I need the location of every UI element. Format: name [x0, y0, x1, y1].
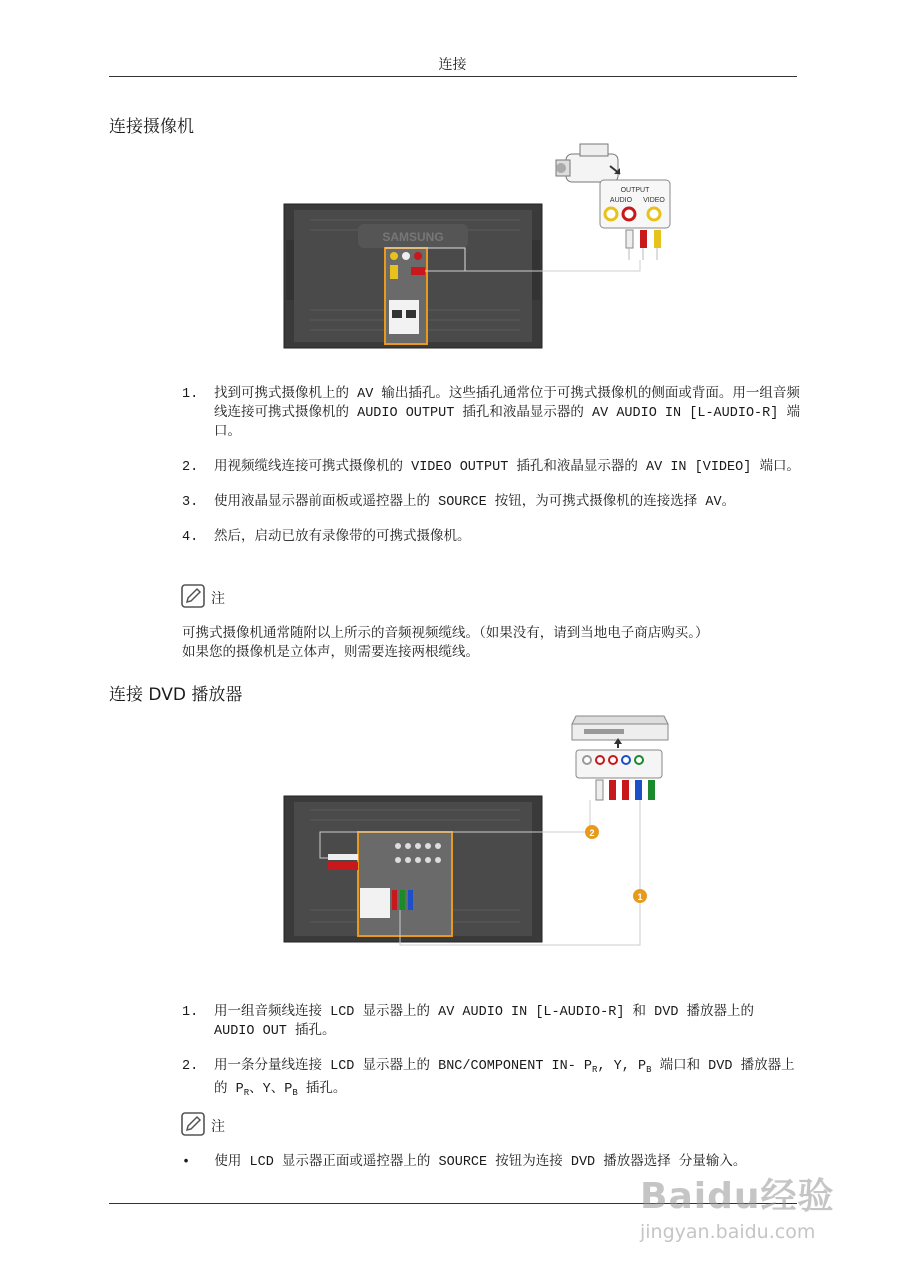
- output-label: OUTPUT: [620, 187, 650, 194]
- list-item: 2. 用一条分量线连接 LCD 显示器上的 BNC/COMPONENT IN- $P_R$, Y, $P_B$ 端口和 DVD 播放器上的 $P_R$、Y、$P_B$ 插孔。: [182, 1059, 795, 1098]
- baidu-watermark: [640, 1168, 860, 1248]
- section-title-dvd: 连接 DVD 播放器: [109, 685, 243, 705]
- watermark-brand: Baidu经验: [640, 1176, 835, 1217]
- note-label: 注: [211, 1120, 225, 1136]
- camcorder-connection-diagram: [280, 140, 680, 355]
- camcorder-steps-list: [182, 385, 802, 563]
- note-heading-camcorder: [181, 582, 225, 608]
- note-pencil-icon: [181, 584, 205, 608]
- svg-text:1: 1: [637, 892, 643, 902]
- note-label: 注: [211, 592, 225, 608]
- dvd-player-illustration: [572, 716, 668, 740]
- list-item: 4. 然后，启动已放有录像带的可携式摄像机。: [182, 530, 471, 545]
- dvd-steps-list: [182, 1003, 802, 1119]
- camcorder-illustration: [556, 144, 618, 182]
- list-item: 1. 用一组音频线连接 LCD 显示器上的 AV AUDIO IN [L-AUDIO-R] 和 DVD 播放器上的 AUDIO OUT 插孔。: [182, 1005, 755, 1039]
- note-heading-dvd: [181, 1110, 225, 1136]
- list-item: 3. 使用液晶显示器前面板或遥控器上的 SOURCE 按钮，为可携式摄像机的连接选择 AV。: [182, 495, 736, 510]
- note-pencil-icon: [181, 1112, 205, 1136]
- video-label: VIDEO: [643, 197, 665, 204]
- watermark-url: jingyan.baidu.com: [640, 1221, 816, 1243]
- list-item: 2. 用视频缆线连接可携式摄像机的 VIDEO OUTPUT 插孔和液晶显示器的 AV IN [VIDEO] 端口。: [182, 460, 800, 475]
- samsung-brand: SAMSUNG: [382, 230, 444, 244]
- header-rule: [109, 76, 797, 77]
- note-text-camcorder: 可携式摄像机通常随附以上所示的音频视频缆线。（如果没有，请到当地电子商店购买。） 如果您的摄像机是立体声，则需要连接两根缆线。: [182, 627, 709, 661]
- dvd-connection-diagram: [280, 710, 680, 960]
- bullet-mark: •: [182, 1155, 191, 1170]
- page-header-title: 连接: [438, 58, 467, 74]
- svg-text:2: 2: [589, 828, 595, 838]
- av-video-jack: [390, 252, 398, 260]
- bullet-text: 使用 LCD 显示器正面或遥控器上的 SOURCE 按钮为连接 DVD 播放器选择 分量输入。: [214, 1155, 747, 1170]
- list-item: 1. 找到可携式摄像机上的 AV 输出插孔。这些插孔通常位于可携式摄像机的侧面或背面。用一组音频线连接可携式摄像机的 AUDIO OUTPUT 插孔和液晶显示器的 AV AUDIO IN [L-AUDIO-R] 端口。: [182, 387, 800, 440]
- audio-label: AUDIO: [609, 197, 633, 204]
- section-title-camcorder: 连接摄像机: [109, 117, 194, 137]
